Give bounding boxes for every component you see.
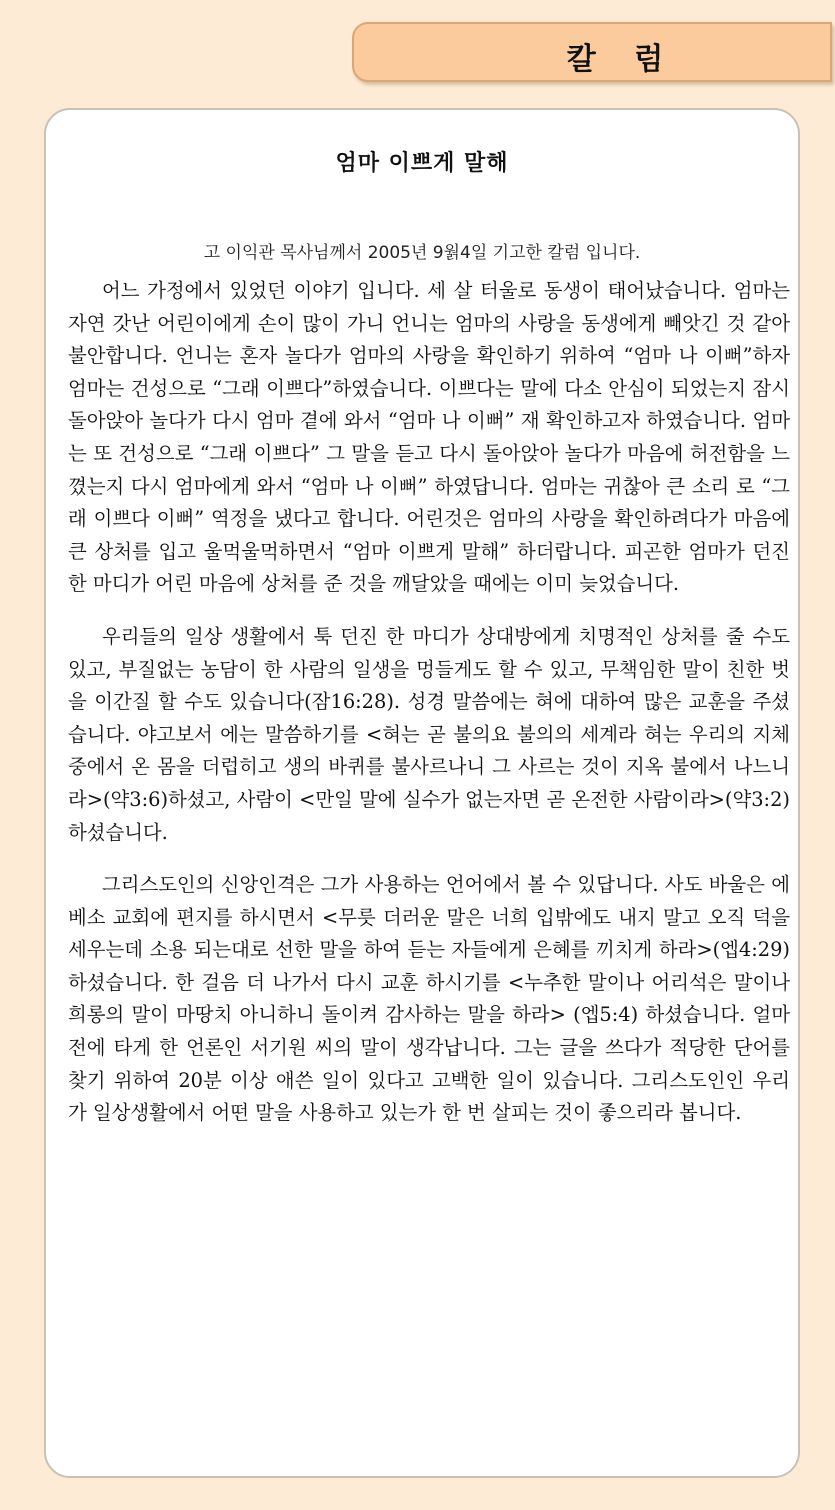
article-paragraph-2: 우리들의 일상 생활에서 툭 던진 한 마디가 상대방에게 치명적인 상처를 줄 수도 있고, 부질없는 농담이 한 사람의 일생을 멍들게도 할 수 있고, 무책임한 말이 친한 벗을 이간질 할 수도 있습니다(잠16:28). 성경 말씀에는 혀에 대하여 많은 교훈을 주셨습니다. 야고보서 에는 말씀하기를 <혀는 곧 불의요 불의의 세계라 혀는 우리의 지체 중에서 온 몸을 더럽히고 생의 바퀴를 불사르나니 그 사르는 것이 지옥 불에서 나느니라>(약3:6)하셨고, 사람이 <만일 말에 실수가 없는자면 곧 온전한 사람이라>(약3:2)하셨습니다. [68, 624, 790, 844]
article-title: 엄마 이쁘게 말해 [335, 150, 509, 176]
column-header-title: 칼 럼 [566, 42, 678, 77]
article-subtitle: 고 이익관 목사님께서 2005년 9웕4일 기고한 칼럼 입니다. [203, 243, 641, 263]
article-paragraph-1: 어느 가정에서 있었던 이야기 입니다. 세 살 터울로 동생이 태어났습니다. 엄마는 자연 갓난 어린이에게 손이 많이 가니 언니는 엄마의 사랑을 동생에게 빼앗긴 것 같아 불안합니다. 언니는 혼자 놀다가 엄마의 사랑을 확인하기 위하여 “엄마 나 이뻐”하자 엄마는 건성으로 “그래 이쁘다”하였습니다. 이쁘다는 말에 다소 안심이 되었는지 잠시 돌아앉아 놀다가 다시 엄마 곁에 와서 “엄마 나 이뻐” 재 확인하고자 하였습니다. 엄마는 또 건성으로 “그래 이쁘다” 그 말을 듣고 다시 돌아앉아 놀다가 마음에 허전함을 느꼈는지 다시 엄마에게 와서 “엄마 나 이뻐” 하였답니다. 엄마는 귀찮아 큰 소리 로 “그래 이쁘다 이뻐” 역정을 냈다고 합니다. 어린것은 엄마의 사랑을 확인하려다가 마음에 큰 상처를 입고 울먹울먹하면서 “엄마 이쁘게 말해” 하더랍니다. 피곤한 엄마가 던진 한 마디가 어린 마음에 상처를 준 것을 깨달았을 때에는 이미 늦었습니다. [68, 279, 790, 596]
article-panel [44, 108, 800, 1478]
article-paragraph-3: 그리스도인의 신앙인격은 그가 사용하는 언어에서 볼 수 있답니다. 사도 바울은 에베소 교회에 편지를 하시면서 <무릇 더러운 말은 너희 입밖에도 내지 말고 오직 덕을 세우는데 소용 되는대로 선한 말을 하여 듣는 자들에게 은혜를 끼치게 하라>(엡4:29)하셨습니다. 한 걸음 더 나가서 다시 교훈 하시기를 <누추한 말이나 어리석은 말이나 희롱의 말이 마땅치 아니하니 돌이켜 감사하는 말을 하라> (엡5:4) 하셨습니다. 얼마 전에 타게 한 언론인 서기원 씨의 말이 생각납니다. 그는 글을 쓰다가 적당한 단어를 찾기 위하여 20분 이상 애쓴 일이 있다고 고백한 일이 있습니다. 그리스도인인 우리 가 일상생활에서 어떤 말을 사용하고 있는가 한 번 살피는 것이 좋으리라 봅니다. [68, 873, 790, 1125]
column-header-tab [352, 22, 832, 82]
article-body [68, 275, 790, 1150]
